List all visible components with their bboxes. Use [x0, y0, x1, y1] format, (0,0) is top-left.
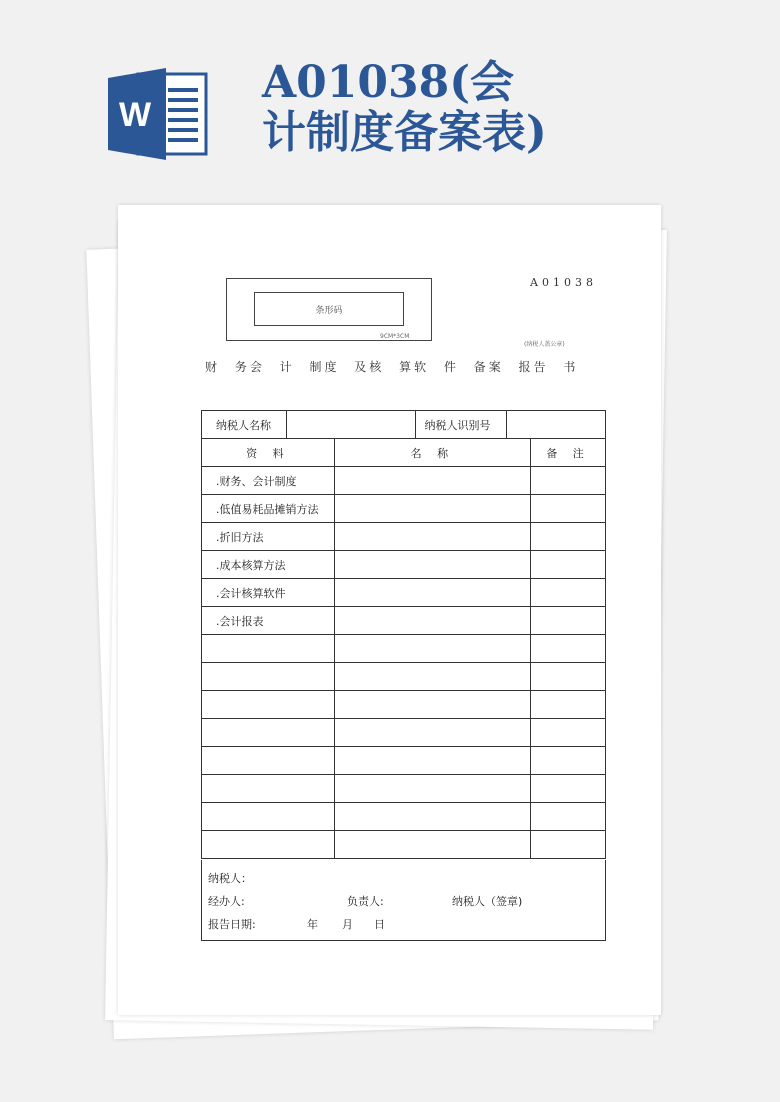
- name-cell[interactable]: [334, 579, 530, 607]
- name-cell[interactable]: [334, 747, 530, 775]
- taxpayer-label: 纳税人：: [208, 872, 252, 885]
- name-cell[interactable]: [334, 775, 530, 803]
- remark-cell[interactable]: [531, 831, 606, 859]
- form-code: A01038: [530, 276, 597, 289]
- svg-text:W: W: [118, 96, 152, 134]
- item-cell: [202, 663, 335, 691]
- remark-cell[interactable]: [531, 495, 606, 523]
- date-label: 报告日期:: [208, 918, 256, 931]
- item-cell: [202, 803, 335, 831]
- table-row: [202, 803, 606, 831]
- taxpayer-id-label: 纳税人识别号: [416, 411, 507, 439]
- table-row: [202, 607, 606, 635]
- table-row: [202, 663, 606, 691]
- document-title: 财 务会 计 制度 及核 算软 件 备案 报告 书: [205, 360, 579, 374]
- signature-section: [201, 860, 606, 941]
- remark-cell[interactable]: [531, 691, 606, 719]
- remark-cell[interactable]: [531, 579, 606, 607]
- taxpayer-id-field[interactable]: [507, 411, 606, 439]
- name-cell[interactable]: [334, 607, 530, 635]
- remark-cell[interactable]: [531, 719, 606, 747]
- column-header: 名 称: [334, 439, 530, 467]
- table-header: [202, 439, 606, 467]
- item-cell: .折旧方法: [202, 523, 335, 551]
- day-label: 日: [374, 918, 385, 931]
- table-row: [202, 495, 606, 523]
- table-row: [202, 691, 606, 719]
- remark-cell[interactable]: [531, 747, 606, 775]
- item-cell: .低值易耗品摊销方法: [202, 495, 335, 523]
- table-row: [202, 719, 606, 747]
- item-cell: [202, 775, 335, 803]
- item-cell: .财务、会计制度: [202, 467, 335, 495]
- item-cell: .成本核算方法: [202, 551, 335, 579]
- item-cell: [202, 691, 335, 719]
- name-cell[interactable]: [334, 523, 530, 551]
- remark-cell[interactable]: [531, 663, 606, 691]
- item-cell: [202, 635, 335, 663]
- table-row: [202, 551, 606, 579]
- name-cell[interactable]: [334, 691, 530, 719]
- table-row: [202, 523, 606, 551]
- item-cell: [202, 831, 335, 859]
- table-row: [202, 579, 606, 607]
- stamp-note: (纳税人盖公章): [524, 341, 565, 348]
- table-row: [202, 747, 606, 775]
- remark-cell[interactable]: [531, 607, 606, 635]
- name-cell[interactable]: [334, 719, 530, 747]
- word-icon: [108, 68, 208, 160]
- remark-cell[interactable]: [531, 551, 606, 579]
- table-row: [202, 831, 606, 859]
- remark-cell[interactable]: [531, 775, 606, 803]
- remark-cell[interactable]: [531, 635, 606, 663]
- name-cell[interactable]: [334, 635, 530, 663]
- item-cell: [202, 719, 335, 747]
- name-cell[interactable]: [334, 467, 530, 495]
- item-cell: .会计报表: [202, 607, 335, 635]
- taxpayer-name-field[interactable]: [286, 411, 416, 439]
- taxpayer-name-label: 纳税人名称: [202, 411, 287, 439]
- filing-table: [201, 410, 606, 859]
- name-cell[interactable]: [334, 663, 530, 691]
- name-cell[interactable]: [334, 495, 530, 523]
- table-row: [202, 635, 606, 663]
- table-row: [202, 411, 606, 439]
- table-row: [202, 467, 606, 495]
- remark-cell[interactable]: [531, 467, 606, 495]
- remark-cell[interactable]: [531, 803, 606, 831]
- name-cell[interactable]: [334, 551, 530, 579]
- remark-cell[interactable]: [531, 523, 606, 551]
- responsible-label: 负责人:: [347, 895, 384, 908]
- name-cell[interactable]: [334, 831, 530, 859]
- column-header: 备 注: [531, 439, 606, 467]
- sign-label: 纳税人（签章): [452, 895, 523, 908]
- page-title: A01038(会 计制度备案表): [262, 57, 547, 158]
- month-label: 月: [342, 918, 353, 931]
- column-header: 资 料: [202, 439, 335, 467]
- name-cell[interactable]: [334, 803, 530, 831]
- table-row: [202, 775, 606, 803]
- item-cell: [202, 747, 335, 775]
- barcode-label: 条形码: [254, 292, 404, 326]
- handler-label: 经办人:: [208, 895, 245, 908]
- barcode-size: 9CM*3CM: [380, 333, 410, 340]
- item-cell: .会计核算软件: [202, 579, 335, 607]
- year-label: 年: [307, 918, 318, 931]
